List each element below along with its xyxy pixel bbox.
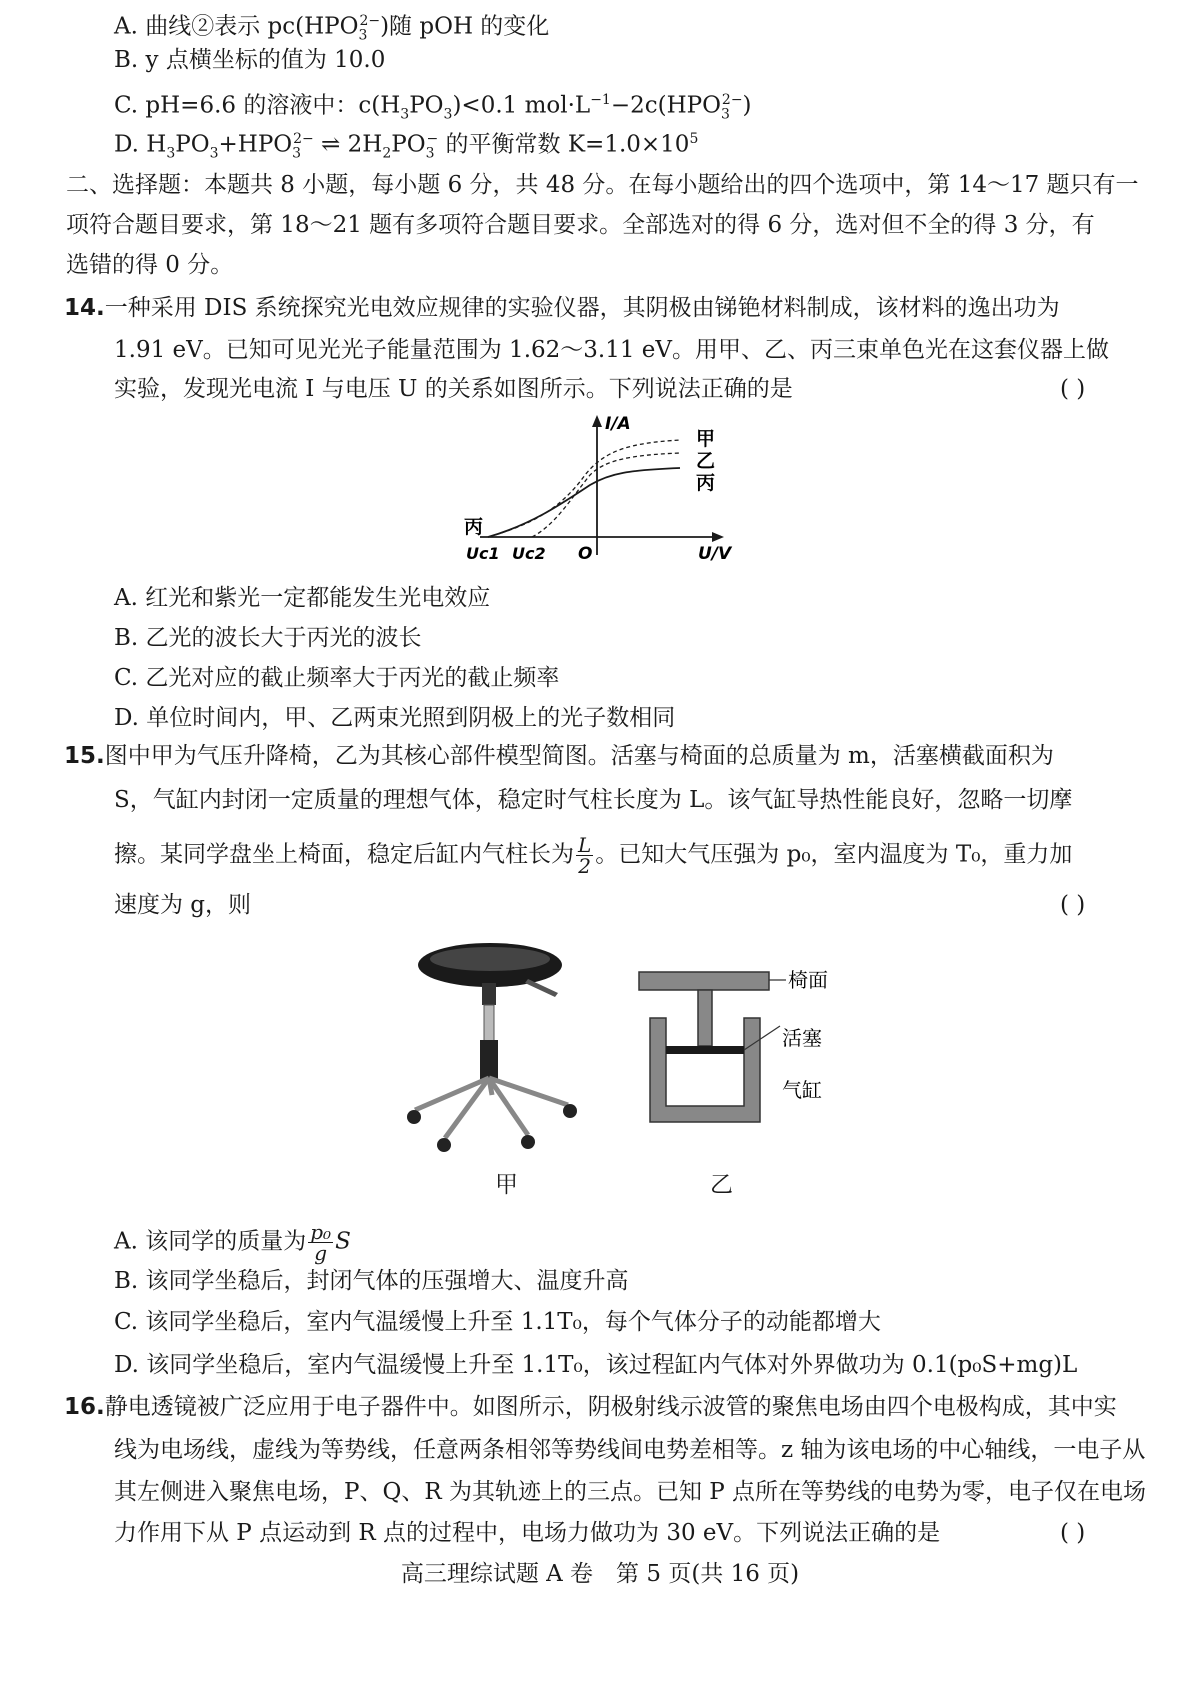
question-14-line3: 实验，发现光电流 I 与电压 U 的关系如图所示。下列说法正确的是: [114, 376, 793, 402]
y-axis-label: I/A: [605, 414, 631, 434]
label-piston: 活塞: [782, 1026, 822, 1050]
question-15-line4: 速度为 g，则: [114, 892, 252, 918]
fraction-p0-over-g: $\frac{\text{p₀}}{g}$: [310, 1220, 332, 1265]
section-instructions-line2: 项符合题目要求，第 18～21 题有多项符合题目要求。全部选对的得 6 分，选对但不全的得 3 分，有: [66, 212, 1095, 238]
question-16-line3: 其左侧进入聚焦电场，P、Q、R 为其轨迹上的三点。已知 P 点所在等势线的电势为零，电子仅在电场: [114, 1479, 1147, 1505]
caption-yi: 乙: [710, 1172, 733, 1198]
question-14-line1: 14.一种采用 DIS 系统探究光电效应规律的实验仪器，其阴极由锑铯材料制成，该材料的逸出功为: [64, 295, 1060, 321]
piston-rod: [698, 990, 712, 1046]
label-seat: 椅面: [788, 968, 828, 992]
curve-label-bing: 丙: [696, 472, 716, 494]
q15-option-a: A. 该同学的质量为 $\frac{\text{p₀}}{g}$ S: [114, 1220, 351, 1265]
curve-label-yi: 乙: [696, 450, 716, 472]
section-instructions-line1: 二、选择题：本题共 8 小题，每小题 6 分，共 48 分。在每小题给出的四个选项中，第 14～17 题只有一: [66, 172, 1139, 198]
origin-label: O: [578, 544, 593, 564]
photoelectric-iv-graph: [464, 414, 740, 575]
label-cylinder: 气缸: [782, 1078, 822, 1102]
question-16-line4: 力作用下从 P 点运动到 R 点的过程中，电场力做功为 30 eV。下列说法正确的是: [114, 1520, 941, 1546]
question-15-line1: 15.图中甲为气压升降椅，乙为其核心部件模型简图。活塞与椅面的总质量为 m，活塞横截面积为: [64, 743, 1054, 769]
question-14-line2: 1.91 eV。已知可见光光子能量范围为 1.62～3.11 eV。用甲、乙、丙三束单色光在这套仪器上做: [114, 337, 1110, 363]
section-instructions-line3: 选错的得 0 分。: [66, 252, 234, 278]
q15-option-b: B. 该同学坐稳后，封闭气体的压强增大、温度升高: [114, 1268, 629, 1294]
question-15-line3: 擦。某同学盘坐上椅面，稳定后缸内气柱长为 $\frac{L}{2}$ 。已知大气压强为 p₀，室内温度为 T₀，重力加: [114, 833, 1073, 878]
question-16-line1: 16.静电透镜被广泛应用于电子器件中。如图所示，阴极射线示波管的聚焦电场由四个电极构成，其中实: [64, 1394, 1117, 1420]
stool-photo: [400, 935, 600, 1155]
prev-option-b: B. y 点横坐标的值为 10.0: [114, 47, 386, 73]
question-number: 14.: [64, 295, 105, 321]
curve-yi: [532, 453, 680, 537]
q14-option-d: D. 单位时间内，甲、乙两束光照到阴极上的光子数相同: [114, 705, 676, 731]
q15-option-c: C. 该同学坐稳后，室内气温缓慢上升至 1.1T₀，每个气体分子的动能都增大: [114, 1309, 881, 1335]
answer-paren: ( ): [1060, 1520, 1086, 1546]
y-axis-arrow: [592, 415, 602, 427]
curve-bing: [488, 468, 680, 537]
uc2-label: Uc2: [512, 544, 546, 563]
answer-paren: ( ): [1060, 376, 1086, 402]
prev-option-a: A. 曲线②表示 $pc(HPO_3^{2-})$随 pOH 的变化: [114, 13, 550, 44]
caption-jia: 甲: [495, 1172, 518, 1198]
x-axis-label: U/V: [698, 544, 732, 564]
q14-option-c: C. 乙光对应的截止频率大于丙光的截止频率: [114, 665, 560, 691]
question-number: 15.: [64, 743, 105, 769]
x-axis-arrow: [712, 532, 724, 542]
prev-option-c: C. pH=6.6 的溶液中：$c(H_3PO_3)<0.1$ $mol\cdot L^{-1}-2c(HPO_3^{2-})$: [114, 92, 752, 123]
q14-option-b: B. 乙光的波长大于丙光的波长: [114, 625, 422, 651]
question-16-line2: 线为电场线，虚线为等势线，任意两条相邻等势线间电势差相等。z 轴为该电场的中心轴线，一电子从: [114, 1437, 1146, 1463]
cylinder-diagram: [630, 960, 870, 1140]
question-number: 16.: [64, 1394, 105, 1420]
curve-label-jia: 甲: [696, 428, 716, 450]
piston: [666, 1046, 744, 1054]
prev-option-d: D. $H_3PO_3+HPO_3^{2-}$ ⇌ $2H_2PO_3^-$ 的平衡常数 $K=1.0\times 10^5$: [114, 131, 699, 162]
page-footer: 高三理综试题 A 卷 第 5 页(共 16 页): [400, 1561, 800, 1587]
curve-label-bing-left: 丙: [464, 516, 484, 538]
q15-option-d: D. 该同学坐稳后，室内气温缓慢上升至 1.1T₀，该过程缸内气体对外界做功为 0.1(p₀S+mg)L: [114, 1352, 1078, 1378]
uc1-label: Uc1: [466, 544, 500, 563]
answer-paren: ( ): [1060, 892, 1086, 918]
fraction-l-over-2: $\frac{L}{2}$: [578, 833, 592, 878]
q14-option-a: A. 红光和紫光一定都能发生光电效应: [114, 585, 491, 611]
seat-plate: [639, 972, 769, 990]
question-15-line2: S，气缸内封闭一定质量的理想气体，稳定时气柱长度为 L。该气缸导热性能良好，忽略一切摩: [114, 787, 1073, 813]
